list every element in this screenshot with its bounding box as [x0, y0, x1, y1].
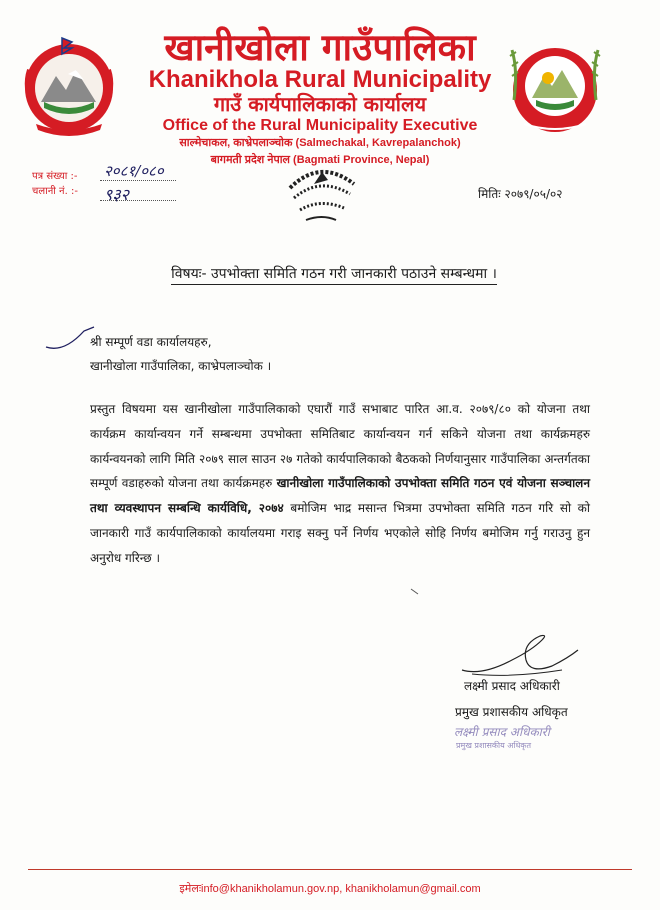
patra-sankhya-value: २०८१/०८० — [104, 162, 164, 180]
letter-body — [90, 397, 590, 571]
office-name-english: Office of the Rural Municipality Executive — [162, 117, 478, 134]
address-line-1: साल्मेचाकल, काभ्रेपलाञ्चोक (Salmechakal, Kavrepalanchok) — [179, 137, 461, 149]
patra-sankhya-label: पत्र संख्या :- — [32, 171, 78, 182]
footer-email: इमेलःinfo@khanikholamun.gov.np, khanikholamun@gmail.com — [179, 883, 481, 895]
letter-date: मितिः २०७९/०५/०२ — [478, 187, 563, 201]
body-bold-procedure: खानीखोला गाउँपालिकाको उपभोक्ता समिति गठन एवं योजना सञ्चालन तथा व्यवस्थापन सम्बन्धि कार्यविधि, २०७४ — [90, 476, 590, 516]
footer-divider — [28, 869, 632, 870]
signature-icon — [452, 630, 582, 680]
title-stamp: प्रमुख प्रशासकीय अधिकृत — [456, 741, 532, 750]
nepal-emblem-icon — [14, 30, 124, 140]
recipient-line-1: श्री सम्पूर्ण वडा कार्यालयहरु, — [90, 335, 212, 349]
chalani-value: ९३२ — [104, 185, 129, 204]
dispatch-stamp-icon — [270, 158, 370, 228]
municipality-name-english: Khanikhola Rural Municipality — [148, 66, 492, 93]
signatory-title: प्रमुख प्रशासकीय अधिकृत — [455, 705, 568, 719]
chalani-label: चलानी नं. :- — [32, 186, 78, 197]
chalani-divider — [100, 200, 176, 201]
subject-line — [124, 264, 544, 283]
address-line-2: बागमती प्रदेश नेपाल (Bagmati Province, Nepal) — [210, 154, 430, 166]
office-name-nepali: गाउँ कार्यपालिकाको कार्यालय — [213, 92, 427, 116]
recipient-line-2: खानीखोला गाउँपालिका, काभ्रेपलाञ्चोक । — [90, 359, 272, 373]
patra-divider — [100, 180, 176, 181]
ink-mark-icon — [410, 588, 420, 596]
municipality-name-nepali: खानीखोला गाउँपालिका — [164, 26, 476, 69]
body-part-2: बमोजिम भाद्र मसान्त भित्रमा उपभोक्ता समिति गठन गरि सो को जानकारी गाउँ कार्यपालिकाको कार्यालयमा गराइ सक्नु पर्ने निर्णय भएकोले सोहि निर्णय बमोजिम गर्नु गराउनु हुन अनुरोध गरिन्छ । — [90, 501, 590, 565]
subject-text: विषयः- उपभोक्ता समिति गठन गरी जानकारी पठाउने सम्बन्धमा । — [171, 266, 497, 285]
body-part-1: प्रस्तुत विषयमा यस खानीखोला गाउँपालिकाको एघारौं गाउँ सभाबाट पारित आ.व. २०७९/८० को योजना तथा कार्यक्रम कार्यान्वयन गर्ने सम्बन्धमा उपभोक्ता समितिबाट कार्यान्वयन गर्न सकिने योजना तथा कार्यक्रमहरु कार्यन्वयनको लागि मिति २०७९ साल साउन २७ गतेको कार्यपालिकाको बैठकको निर्णयानुसार गाउँपालिका अन्तर्गतका सम्पूर्ण वडाहरुको योजना तथा कार्यक्रमहरु — [90, 402, 590, 491]
name-stamp: लक्ष्मी प्रसाद अधिकारी — [454, 725, 550, 739]
signatory-name: लक्ष्मी प्रसाद अधिकारी — [464, 679, 560, 693]
